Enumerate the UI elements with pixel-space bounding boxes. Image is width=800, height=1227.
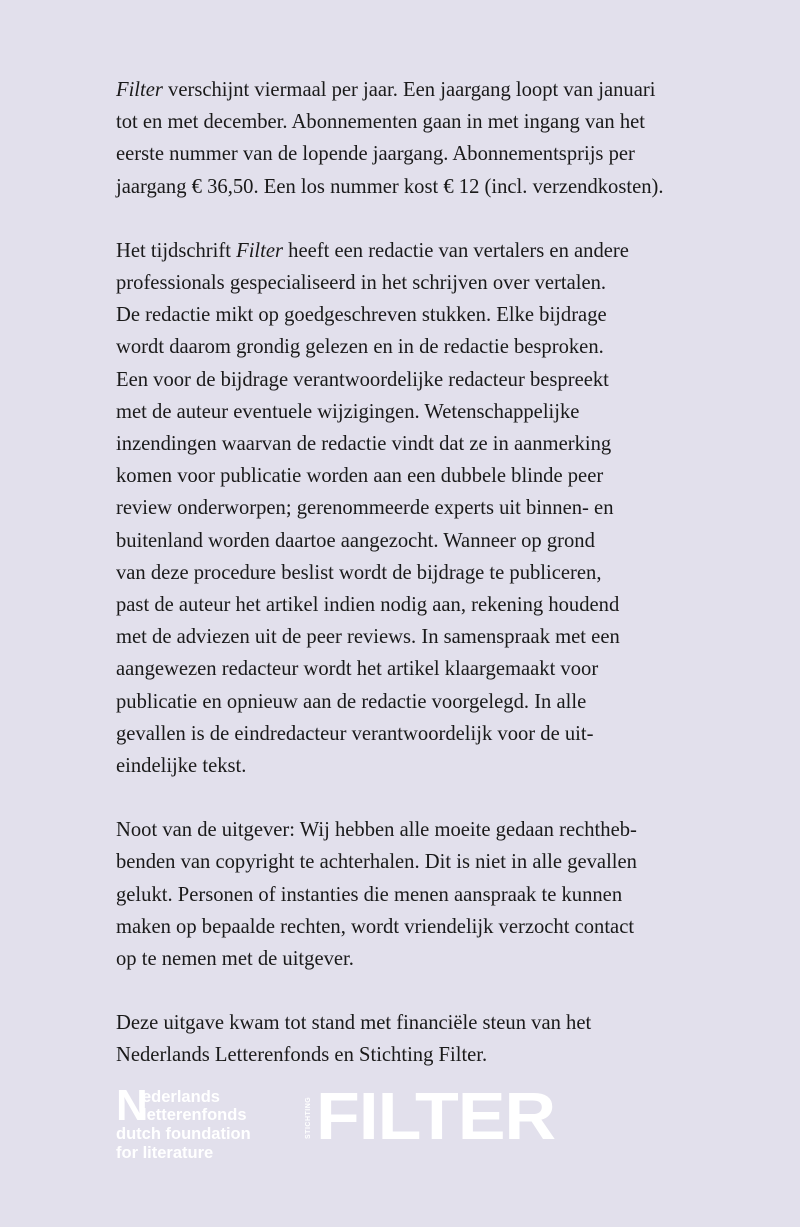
text-line: Noot van de uitgever: Wij hebben alle moeite gedaan rechtheb- [116,819,637,842]
text-line: maken op bepaalde rechten, wordt vriendelijk verzocht contact [116,915,635,938]
text-line: Filter verschijnt viermaal per jaar. Een jaargang loopt van januari [116,79,656,101]
text-line: Deze uitgave kwam tot stand met financiële steun van het [116,1012,592,1035]
text-line: De redactie mikt op goedgeschreven stukken. Elke bijdrage [116,304,607,327]
logo-line: ederlands [142,1088,220,1106]
subscription-paragraph [116,74,686,203]
text-line: Een voor de bijdrage verantwoordelijke redacteur bespreekt [116,368,609,391]
text-line: benden van copyright te achterhalen. Dit is niet in alle gevallen [116,851,637,874]
text-line: aangewezen redacteur wordt het artikel klaargemaakt voor [116,658,599,681]
text-line: van deze procedure beslist wordt de bijdrage te publiceren, [116,561,602,584]
text-line: komen voor publicatie worden aan een dubbele blinde peer [116,465,604,488]
logo-line: dutch foundation [116,1125,251,1143]
text-line: op te nemen met de uitgever. [116,948,354,971]
text-line: professionals gespecialiseerd in het schrijven over vertalen. [116,272,607,295]
text-line: tot en met december. Abonnementen gaan in met ingang van het [116,111,645,134]
text-line: wordt daarom grondig gelezen en in de redactie besproken. [116,336,604,359]
text-line: met de adviezen uit de peer reviews. In samenspraak met een [116,626,620,649]
logo-wordmark: FILTER [316,1079,556,1154]
text-line: eerste nummer van de lopende jaargang. Abonnementsprijs per [116,143,635,166]
text-line: Het tijdschrift Filter heeft een redactie van vertalers en andere [116,239,629,262]
logo-line: for literature [116,1144,214,1162]
text-line: met de auteur eventuele wijzigingen. Wetenschappelijke [116,400,580,423]
text-line: gelukt. Personen of instanties die menen aanspraak te kunnen [116,883,623,906]
text-line: inzendingen waarvan de redactie vindt dat ze in aanmerking [116,433,612,456]
journal-title: Filter [236,239,284,262]
logo-initial: N [116,1081,148,1130]
text-line: review onderworpen; gerenommeerde experts uit binnen- en [116,497,614,520]
colophon-text [116,74,686,1072]
text-line: jaargang € 36,50. Een los nummer kost € 12 (incl. verzendkosten). [116,175,664,198]
text-line: eindelijke tekst. [116,755,247,778]
text-line: buitenland worden daartoe aangezocht. Wanneer op grond [116,529,595,552]
text-line: gevallen is de eindredacteur verantwoordelijk voor de uit- [116,722,594,745]
letterenfonds-logo [116,1081,286,1168]
text-line: past de auteur het artikel indien nodig aan, rekening houdend [116,594,620,617]
text-line: Nederlands Letterenfonds en Stichting Filter. [116,1044,488,1067]
publisher-note-paragraph [116,814,686,975]
logo-line: letterenfonds [142,1106,247,1124]
funding-paragraph [116,1007,686,1071]
text-line: publicatie en opnieuw aan de redactie voorgelegd. In alle [116,690,587,713]
logo-small-text: STICHTING [305,1096,312,1140]
journal-title: Filter [116,79,163,101]
editorial-paragraph [116,235,686,782]
